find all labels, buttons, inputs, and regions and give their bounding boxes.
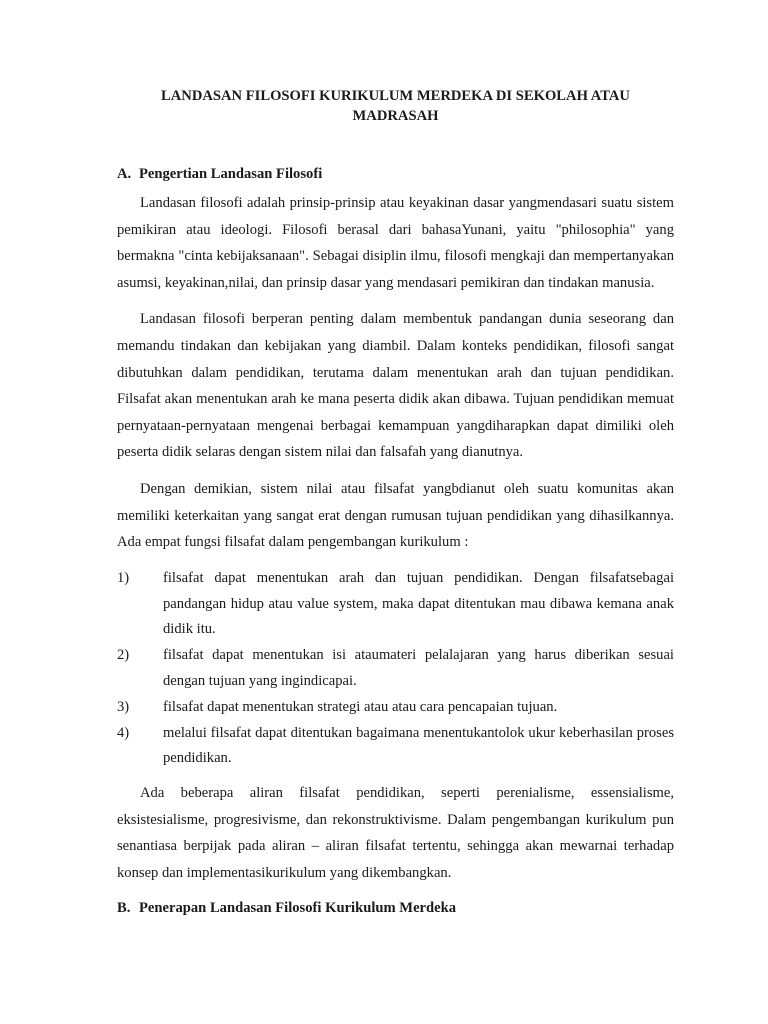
list-item xyxy=(117,566,674,643)
paragraph-closing: Ada beberapa aliran filsafat pendidikan, seperti perenialisme, essensialisme, eksistesialisme, progresivisme, dan rekonstruktivisme. Dalam pengembangan kurikulum pun senantiasa berpijak pada aliran – aliran filsafat tertentu, sehingga akan mewarnai terhadap konsep dan implementasikurikulum yang dikembangkan. xyxy=(117,785,674,881)
list-item-number: 3) xyxy=(117,698,130,715)
section-b-title: Penerapan Landasan Filosofi Kurikulum Merdeka xyxy=(139,900,457,917)
list-item-number: 2) xyxy=(117,647,130,664)
function-list xyxy=(117,566,674,772)
list-item-text: melalui filsafat dapat ditentukan bagaimana menentukantolok ukur keberhasilan proses pendidikan. xyxy=(163,724,674,767)
paragraph-1: Landasan filosofi adalah prinsip-prinsip atau keyakinan dasar yangmendasari suatu sistem pemikiran atau ideologi. Filosofi berasal dari bahasaYunani, yaitu "philosophia" yang bermakna "cinta kebijaksanaan". Sebagai disiplin ilmu, filosofi mengkaji dan mempertanyakan asumsi, keyakinan,nilai, dan prinsip dasar yang mendasari pemikiran dan tindakan manusia. xyxy=(117,195,674,291)
section-b-heading xyxy=(117,898,674,918)
list-item-number: 1) xyxy=(117,569,130,586)
section-a-title: Pengertian Landasan Filosofi xyxy=(139,166,323,182)
document-content xyxy=(117,86,674,924)
list-item-text: filsafat dapat menentukan isi ataumateri pelalajaran yang harus diberikan sesuai dengan tujuan yang ingindicapai. xyxy=(163,647,674,689)
list-item xyxy=(117,721,674,773)
paragraph-3: Dengan demikian, sistem nilai atau filsafat yangbdianut oleh suatu komunitas akan memiliki keterkaitan yang sangat erat dengan rumusan tujuan pendidikan yang dihasilkannya. Ada empat fungsi filsafat dalam pengembangan kurikulum : xyxy=(117,480,674,551)
list-item-number: 4) xyxy=(117,724,130,741)
list-item xyxy=(117,695,674,721)
section-a-letter: A. xyxy=(117,166,132,182)
list-item-text: filsafat dapat menentukan strategi atau atau cara pencapaian tujuan. xyxy=(163,698,558,715)
section-a-heading xyxy=(117,164,674,184)
list-item xyxy=(117,643,674,695)
document-title: LANDASAN FILOSOFI KURIKULUM MERDEKA DI SEKOLAH ATAU MADRASAH xyxy=(161,88,630,124)
list-item-text: filsafat dapat menentukan arah dan tujuan pendidikan. Dengan filsafatsebagai pandangan hidup atau value system, maka dapat ditentukan mau dibawa kemana anak didik itu. xyxy=(163,569,674,638)
paragraph-2: Landasan filosofi berperan penting dalam membentuk pandangan dunia seseorang dan memandu tindakan dan kebijakan yang diambil. Dalam konteks pendidikan, filosofi sangat dibutuhkan dalam pendidikan, terutama dalam menentukan arah dan tujuan pendidikan. Filsafat akan menentukan arah ke mana peserta didik akan dibawa. Tujuan pendidikan memuat pernyataan-pernyataan mengenai berbagai kemampuan yangdiharapkan dapat dimiliki oleh peserta didik selaras dengan sistem nilai dan falsafah yang dianutnya. xyxy=(117,311,674,461)
section-b-letter: B. xyxy=(117,900,131,917)
